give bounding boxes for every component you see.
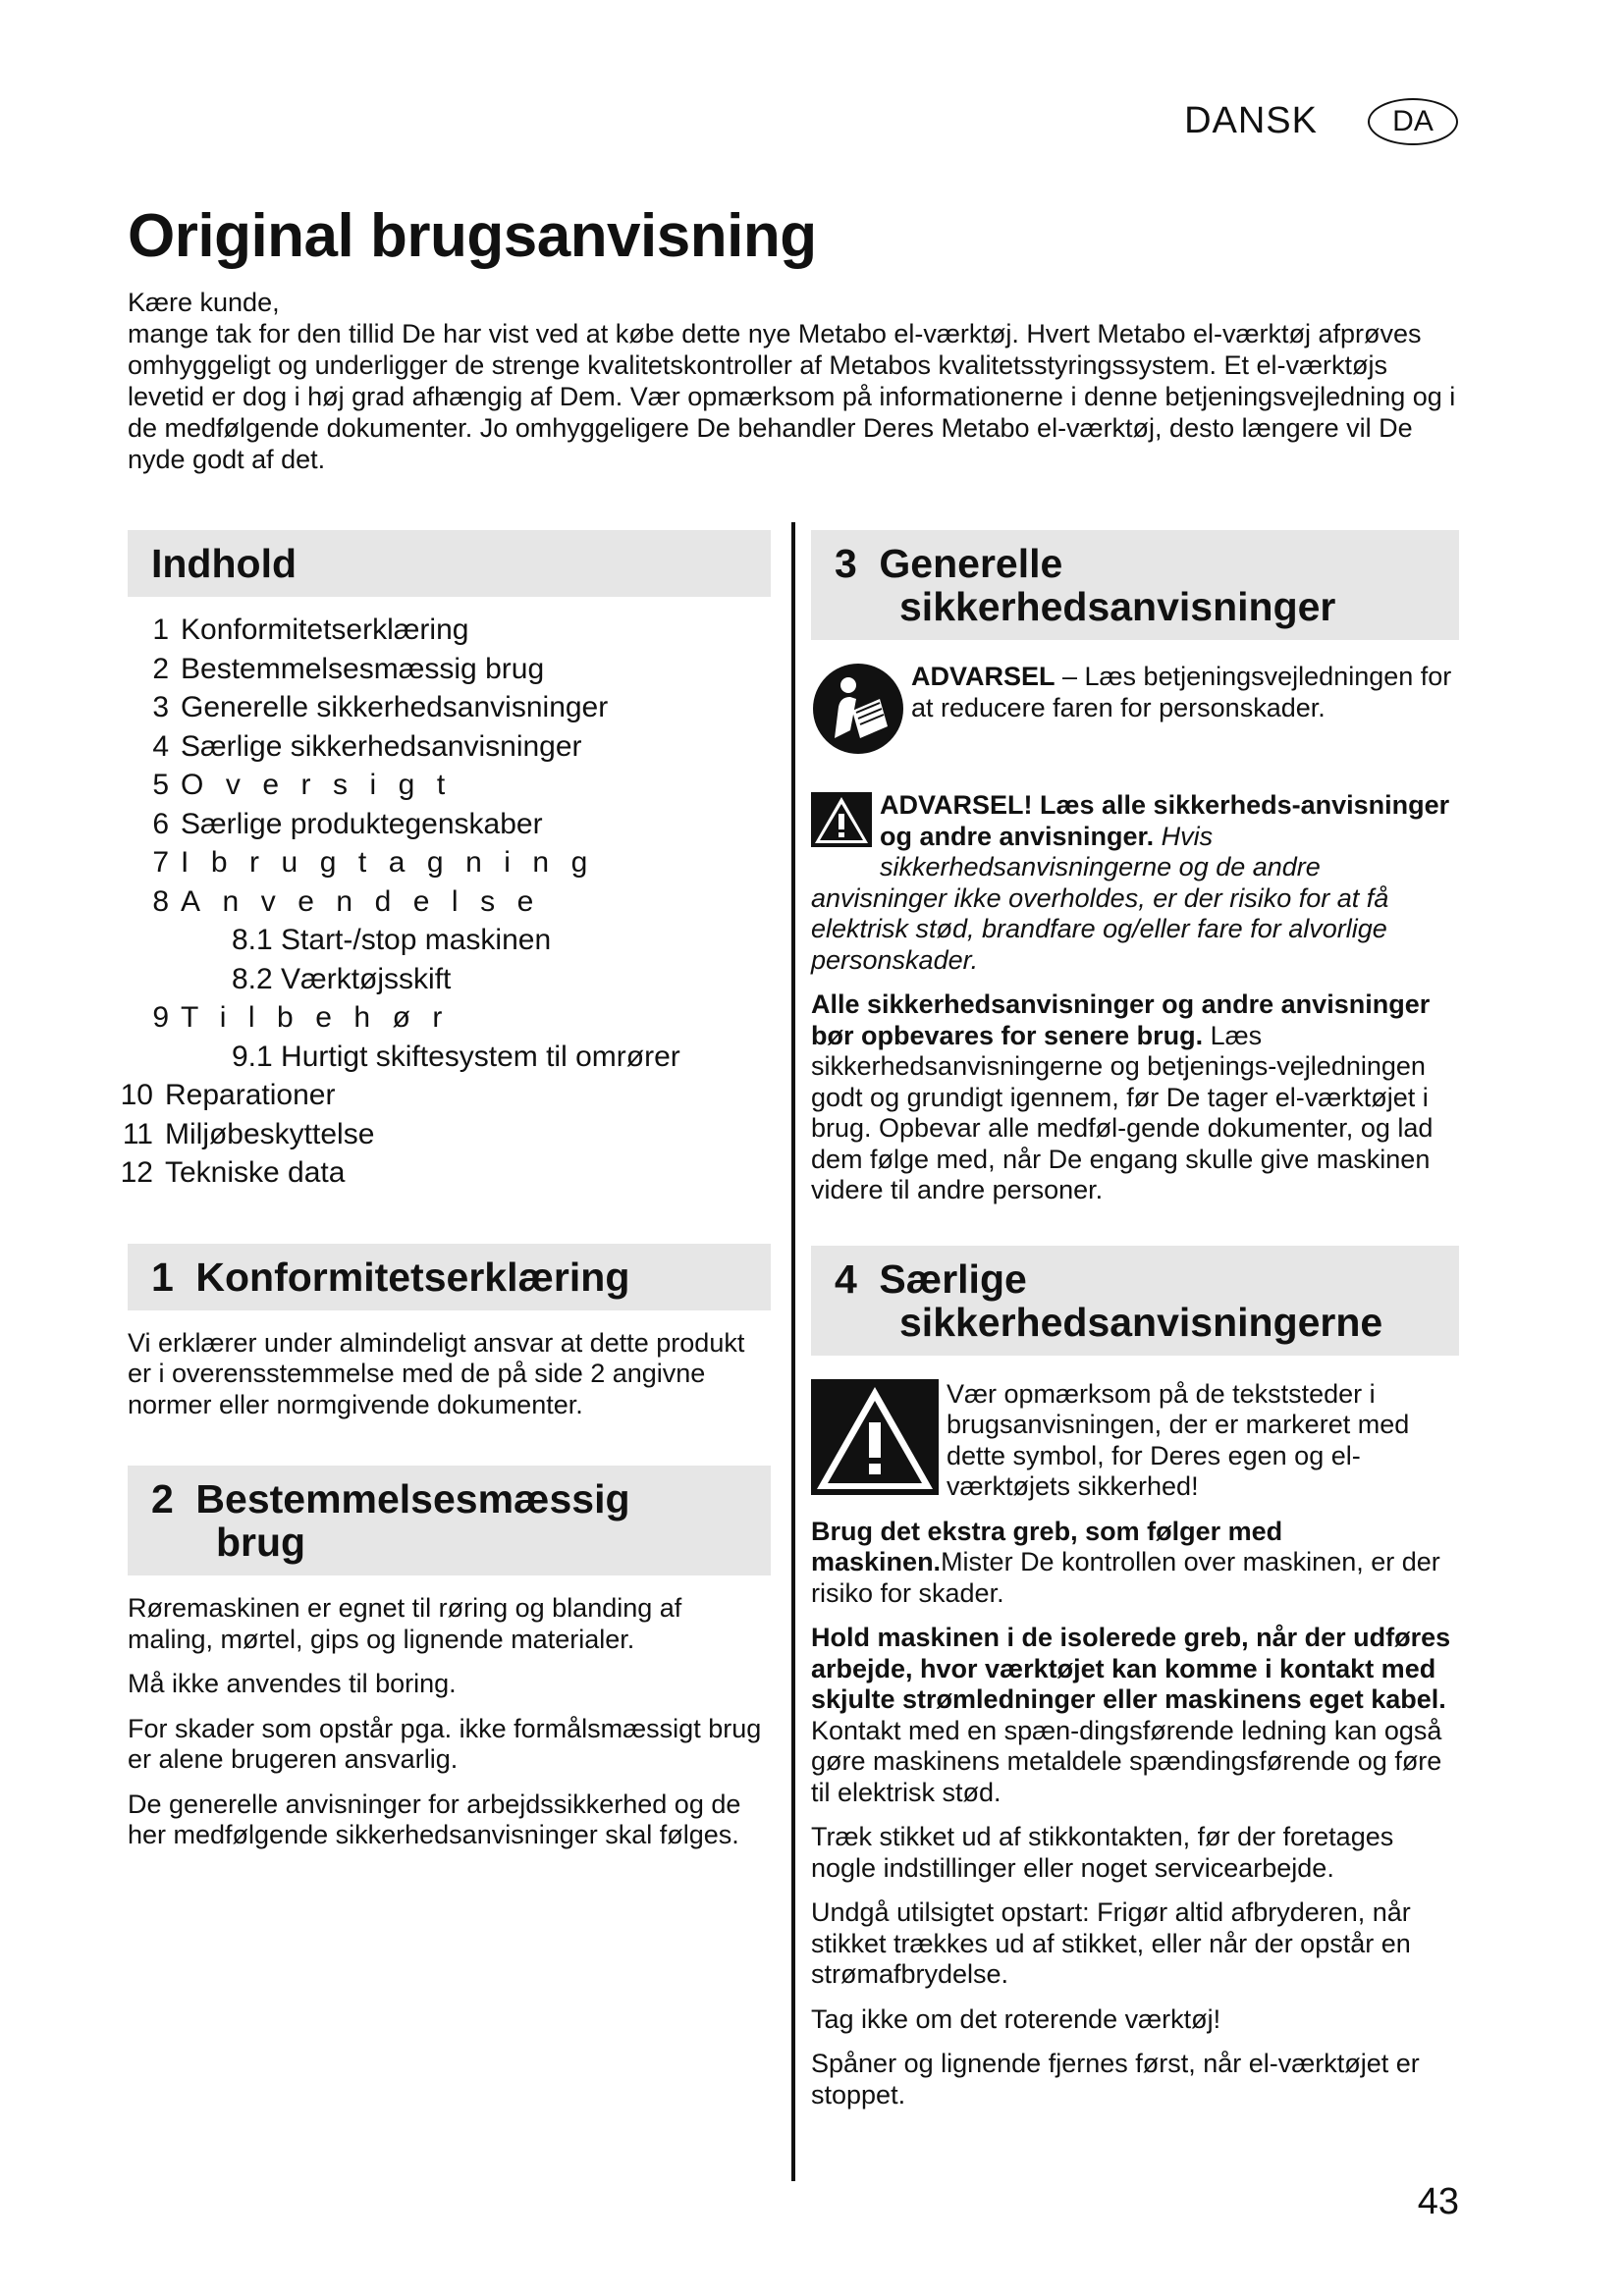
section-2-number: 2	[151, 1476, 174, 1522]
section-1-number: 1	[151, 1254, 174, 1300]
attention-symbol-note	[811, 1379, 1459, 1503]
read-manual-text: ADVARSEL – Læs betjeningsvejledningen for at reducere faren for personskader.	[911, 662, 1452, 722]
section-3-number: 3	[835, 541, 857, 586]
section-4-number: 4	[835, 1255, 857, 1302]
left-column	[120, 530, 771, 1865]
toc-item-5[interactable]: 5 Oversigt	[152, 769, 467, 801]
section-4-heading	[811, 1246, 1459, 1356]
section-3-body	[811, 790, 1459, 1206]
section-1-text: Vi erklærer under almindeligt ansvar at dette produkt er i overensstemmelse med de på side 2 angivne normer eller normgivende dokumenter.	[128, 1327, 745, 1419]
toc-item-8-1[interactable]: 8.1 Start-/stop maskinen	[232, 924, 552, 956]
toc-item-8[interactable]: 8 Anvendelse	[152, 884, 556, 918]
language-label: DANSK	[1184, 100, 1318, 141]
warning-triangle-icon	[811, 792, 872, 855]
section-2-p3: For skader som opstår pga. ikke formålsmæssigt brug er alene brugeren ansvarlig.	[128, 1713, 762, 1774]
section-4-p6: Spåner og lignende fjernes først, når el-værktøjet er stoppet.	[811, 2049, 1420, 2109]
section-2-title-line2: brug	[216, 1520, 306, 1565]
toc-item-1[interactable]: 1 Konformitetserklæring	[152, 614, 469, 646]
toc-item-4[interactable]: 4 Særlige sikkerhedsanvisninger	[152, 729, 582, 763]
toc-item-12[interactable]: 12 Tekniske data	[120, 1156, 346, 1189]
section-4-p3: Træk stikket ud af stikkontakten, før der foretages nogle indstillinger eller noget servicearbejde.	[811, 1822, 1394, 1883]
toc-item-2[interactable]: 2 Bestemmelsesmæssig brug	[152, 652, 545, 685]
section-4-title-line2: sikkerhedsanvisningerne	[899, 1299, 1383, 1345]
language-badge: DA	[1368, 98, 1458, 145]
section-1-heading	[128, 1244, 771, 1310]
section-3-title-line2: sikkerhedsanvisninger	[899, 584, 1336, 629]
section-4-p4: Undgå utilsigtet opstart: Frigør altid afbryderen, når stikket trækkes ud af stikket, eller når der opstår en strømafbrydelse.	[811, 1897, 1411, 1989]
section-3-heading	[811, 530, 1459, 640]
read-manual-warning	[811, 662, 1459, 761]
section-4-p1: Brug det ekstra greb, som følger med maskinen.Mister De kontrollen over maskinen, er der risiko for skader.	[811, 1516, 1440, 1608]
page-title: Original brugsanvisning	[128, 202, 817, 270]
section-2-body	[128, 1593, 771, 1851]
section-4-body	[811, 1517, 1459, 2111]
toc-item-7[interactable]: 7 Ibrugtagning	[152, 846, 610, 879]
section-2-heading	[128, 1466, 771, 1575]
page-number: 43	[1417, 2181, 1459, 2222]
section-2-p4: De generelle anvisninger for arbejdssikkerhed og de her medfølgende sikkerhedsanvisninger skal følges.	[128, 1789, 741, 1849]
toc-heading-text: Indhold	[151, 541, 298, 586]
intro-greeting: Kære kunde,	[128, 288, 280, 317]
section-3-title-line1: Generelle	[879, 541, 1063, 586]
right-column	[811, 530, 1459, 2124]
section-1-body	[128, 1328, 771, 1421]
toc-item-10[interactable]: 10 Reparationer	[120, 1079, 336, 1111]
section-1-title: Konformitetserklæring	[195, 1254, 630, 1300]
intro	[128, 287, 1463, 475]
toc-item-9[interactable]: 9 Tilbehør	[152, 1001, 464, 1034]
toc-item-11[interactable]: 11 Miljøbeskyttelse	[122, 1117, 375, 1150]
attention-warning-icon	[811, 1379, 939, 1500]
toc-item-9-1[interactable]: 9.1 Hurtigt skiftesystem til omrører	[232, 1040, 680, 1073]
section-4-p5: Tag ikke om det roterende værktøj!	[811, 2003, 1221, 2034]
read-manual-icon	[811, 662, 905, 761]
section-2-p1: Røremaskinen er egnet til røring og blanding af maling, mørtel, gips og lignende materialer.	[128, 1593, 682, 1654]
attention-symbol-text: Vær opmærksom på de tekststeder i brugsanvisningen, der er markeret med dette symbol, for Deres egen og el-værktøjets sikkerhed!	[947, 1378, 1410, 1501]
section-2-title-line1: Bestemmelsesmæssig	[195, 1476, 630, 1522]
toc-item-3[interactable]: 3 Generelle sikkerhedsanvisninger	[152, 691, 609, 723]
toc-heading	[128, 530, 771, 597]
table-of-contents	[120, 611, 771, 1193]
section-3-keep-instructions: Alle sikkerhedsanvisninger og andre anvisninger bør opbevares for senere brug. Læs sikkerhedsanvisningerne og betjenings-vejledningen godt og grundigt igennem, før De tager el-værktøjet i brug. Opbevar alle medføl-gende dokumenter, og lad dem følge med, når De engang skulle give maskinen videre til andre personer.	[811, 989, 1434, 1204]
section-3-warning-2: ADVARSEL! Læs alle sikkerheds-anvisninger og andre anvisninger. Hvis sikkerhedsanvisningerne og de andre anvisninger ikke overholdes, er der risiko for at få elektrisk stød, brandfare og/eller fare for alvorlige personskader.	[811, 790, 1450, 975]
section-2-p2: Må ikke anvendes til boring.	[128, 1669, 457, 1698]
intro-paragraph: mange tak for den tillid De har vist ved at købe dette nye Metabo el-værktøj. Hvert Metabo el-værktøj afprøves omhyggeligt og underligger de strenge kvalitetskontroller af Metabos kvalitetsstyringssystem. Et el-værktøjs levetid er dog i høj grad afhængig af Dem. Vær opmærksom på informationerne i denne betjeningsvejledning og i de medfølgende dokumenter. Jo omhyggeligere De behandler Deres Metabo el-værktøj, desto længere vil De nyde godt af det.	[128, 319, 1456, 474]
toc-item-6[interactable]: 6 Særlige produktegenskaber	[152, 807, 543, 840]
section-4-title-line1: Særlige	[879, 1255, 1027, 1302]
column-divider	[791, 522, 795, 2181]
section-4-p2: Hold maskinen i de isolerede greb, når der udføres arbejde, hvor værktøjet kan komme i kontakt med skjulte strømledninger eller maskinens eget kabel. Kontakt med en spæn-dingsførende ledning kan også gøre maskinens metaldele spændingsførende og føre til elektrisk stød.	[811, 1623, 1451, 1807]
toc-item-8-2[interactable]: 8.2 Værktøjsskift	[232, 962, 452, 995]
